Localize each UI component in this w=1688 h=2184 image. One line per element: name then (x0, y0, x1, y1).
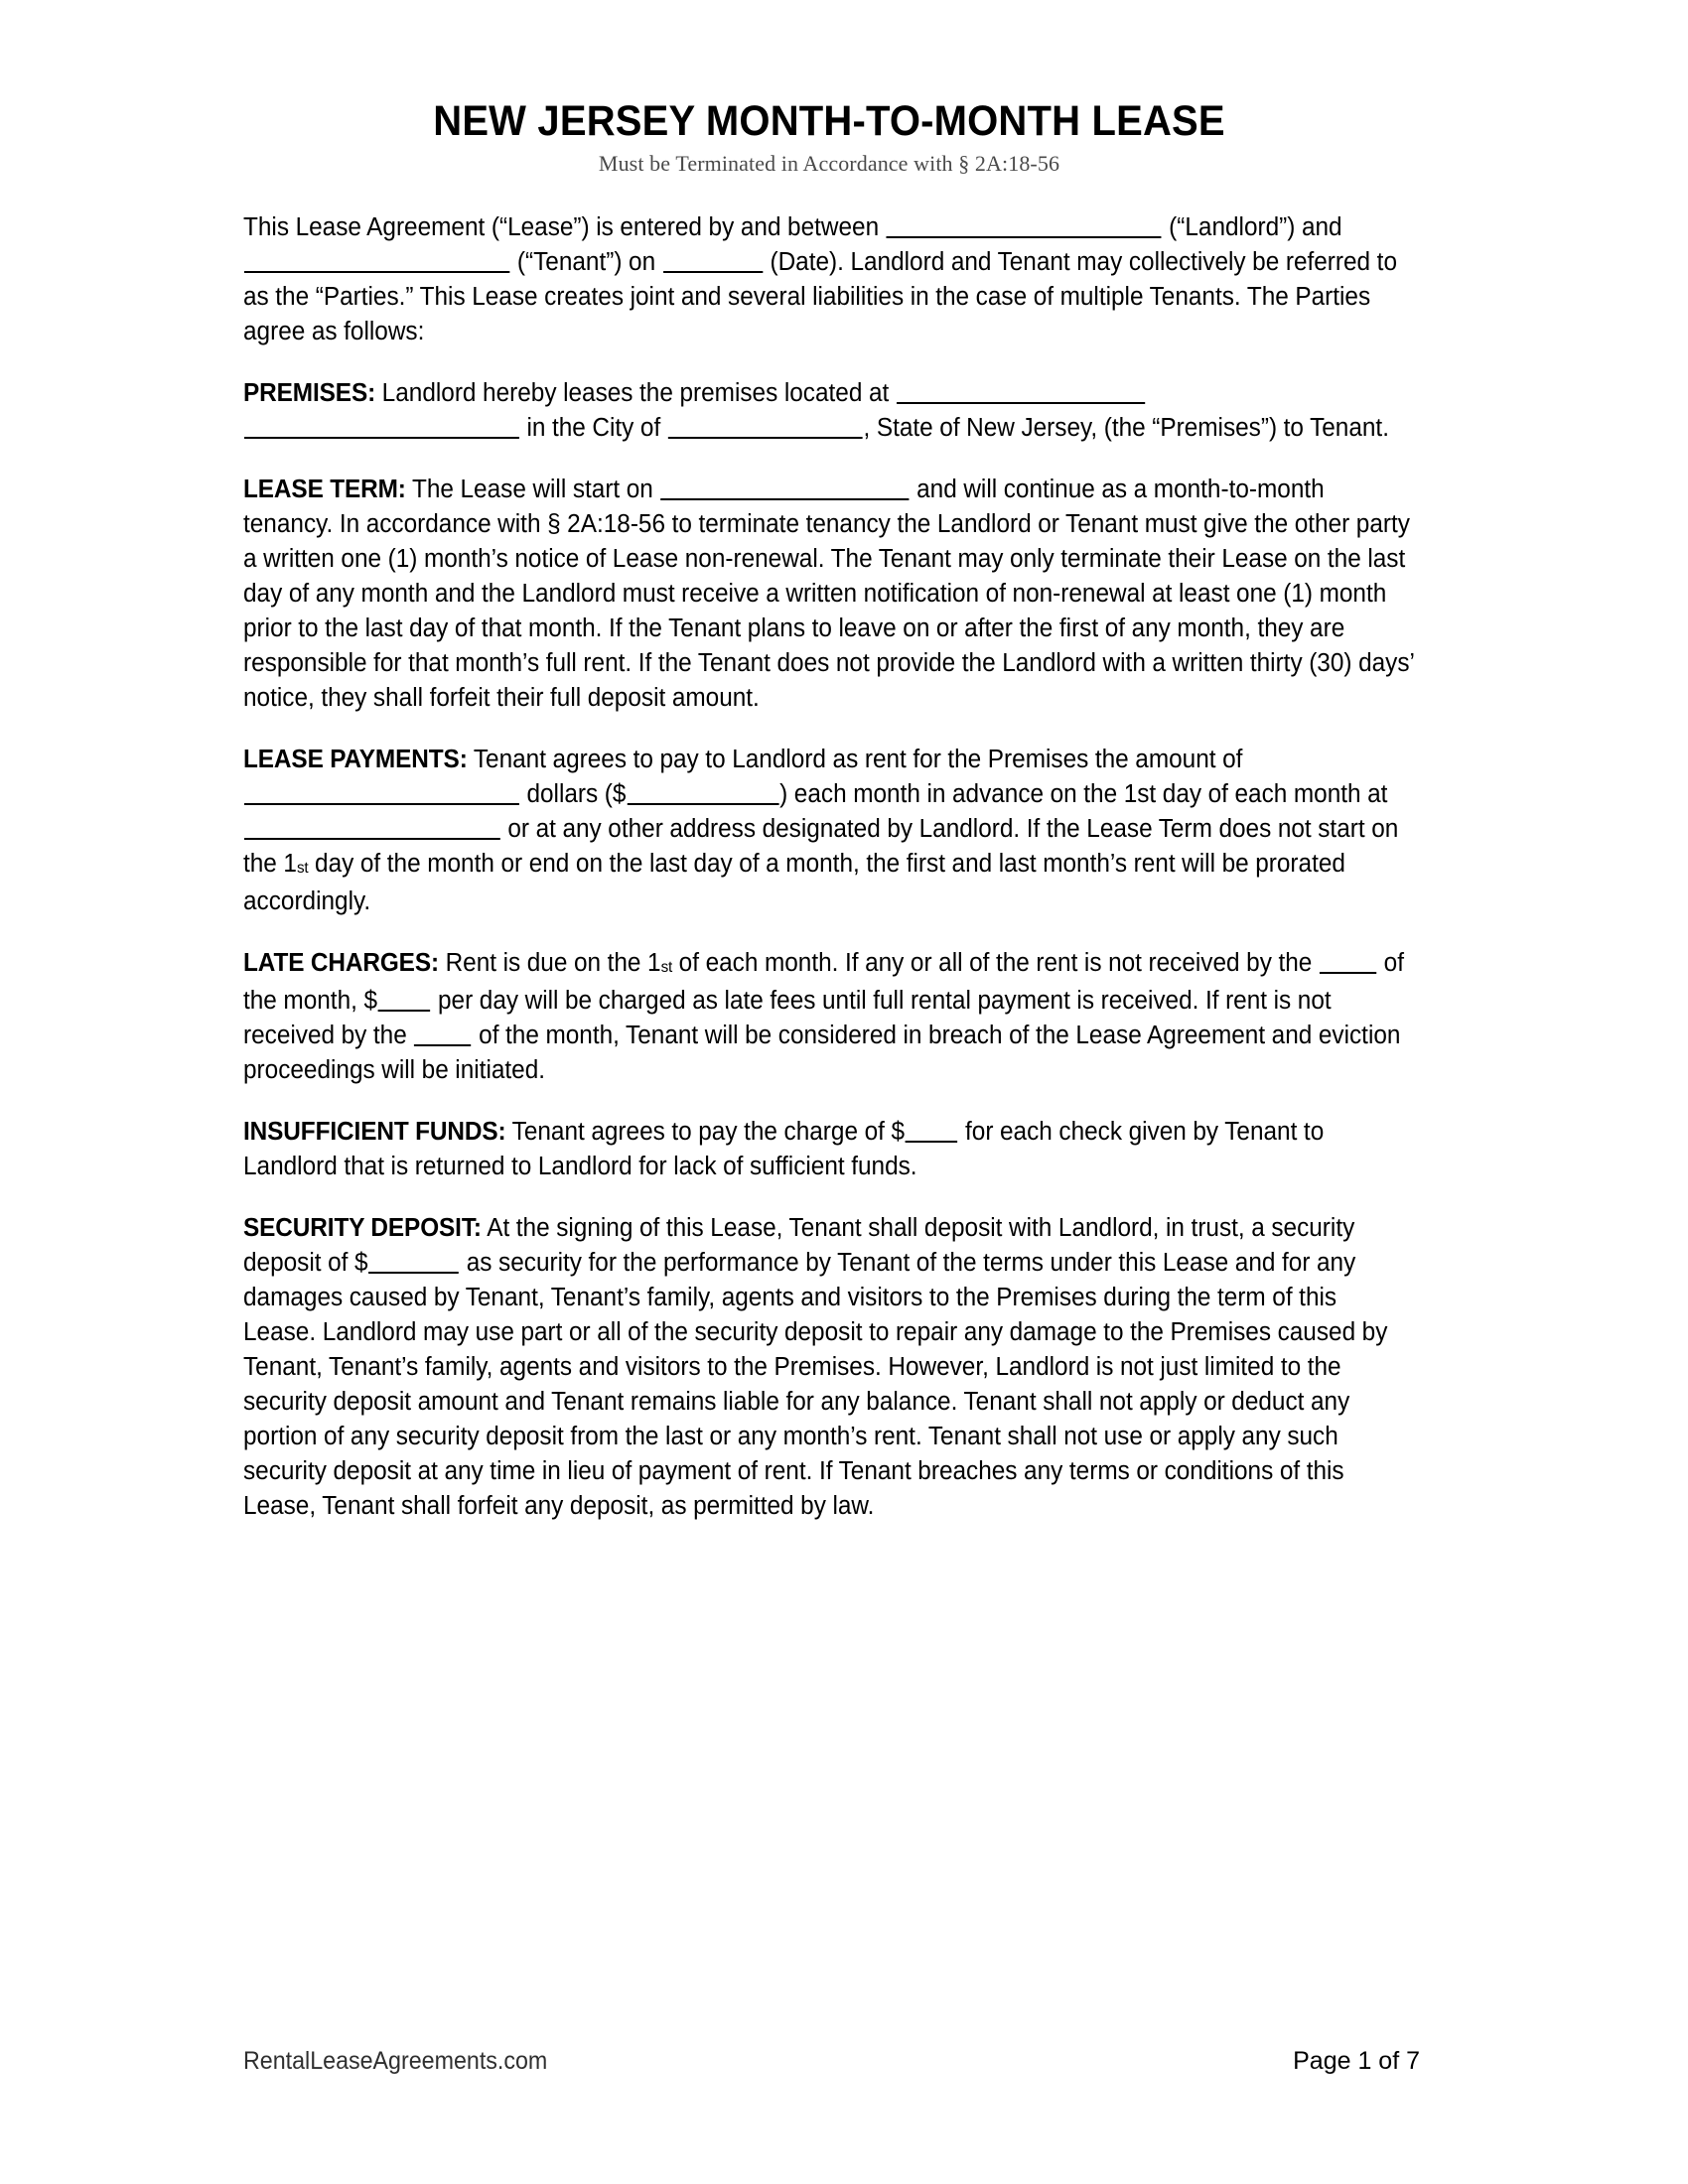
blank-late-day-1[interactable] (1320, 952, 1376, 974)
ordinal-suffix-st: st (296, 860, 309, 878)
paragraph-insufficient-funds (243, 1115, 1415, 1184)
late-charges-text-2: of each month. If any or all of the rent is not received by the (672, 949, 1313, 978)
premises-text-1: Landlord hereby leases the premises located at (381, 379, 890, 408)
lease-payments-text-1: Tenant agrees to pay to Landlord as rent for the Premises the amount of (473, 746, 1243, 774)
blank-late-day-2[interactable] (414, 1024, 471, 1046)
blank-premises-address-2[interactable] (244, 417, 519, 439)
title-block (243, 99, 1415, 177)
lease-payments-text-4: or at any other address designated by Landlord. If the Lease Term does not start on the 1 (243, 815, 1399, 879)
lease-payments-text-5: day of the month or end on the last day of a month, the first and last month’s rent will be prorated accordingly. (243, 850, 1345, 916)
lease-payments-text-2: dollars ($ (526, 780, 627, 809)
late-charges-text-3: of the month, $ (243, 949, 1404, 1016)
ordinal-suffix-st-late: st (660, 959, 673, 977)
heading-premises: PREMISES: (243, 379, 376, 408)
insufficient-funds-text-2: for each check given by Tenant to Landlord that is returned to Landlord for lack of sufficient funds. (243, 1118, 1325, 1181)
heading-lease-term: LEASE TERM: (243, 476, 406, 504)
paragraph-late-charges (243, 946, 1415, 1088)
heading-lease-payments: LEASE PAYMENTS: (243, 746, 468, 774)
heading-security-deposit: SECURITY DEPOSIT: (243, 1214, 482, 1243)
intro-text-1: This Lease Agreement (“Lease”) is entered by and between (243, 213, 880, 242)
blank-premises-city[interactable] (668, 417, 863, 439)
late-charges-text-1: Rent is due on the 1 (445, 949, 661, 978)
late-charges-text-4: per day will be charged as late fees until full rental payment is received. If rent is not received by the (243, 987, 1332, 1050)
paragraph-intro (243, 210, 1415, 349)
paragraph-security-deposit (243, 1211, 1415, 1524)
blank-landlord-name[interactable] (887, 216, 1162, 238)
lease-payments-text-3: ) each month in advance on the 1st day of each month at (779, 780, 1388, 809)
footer-site-name: RentalLeaseAgreements.com (243, 2047, 548, 2075)
intro-text-2: (“Landlord”) and (1169, 213, 1342, 242)
security-deposit-text-1: At the signing of this Lease, Tenant shall deposit with Landlord, in trust, a security deposit of $ (243, 1214, 1355, 1278)
paragraph-premises (243, 376, 1415, 446)
blank-rent-amount-numeric[interactable] (627, 783, 778, 805)
blank-rent-amount-words[interactable] (244, 783, 519, 805)
page-footer (243, 2047, 1420, 2076)
page-title: NEW JERSEY MONTH-TO-MONTH LEASE (433, 97, 1225, 145)
blank-nsf-charge[interactable] (906, 1121, 958, 1143)
lease-term-text-2: and will continue as a month-to-month tenancy. In accordance with § 2A:18-56 to terminate tenancy the Landlord or Tenant must give the other party a written one (1) month’s notice of Lease non-renewal. The Tenant may only terminate their Lease on the last day of any month and the Landlord must receive a written notification of non-renewal at least one (1) month prior to the last day of that month. If the Tenant plans to leave on or after the first of any month, they are responsible for that month’s full rent. If the Tenant does not provide the Landlord with a written thirty (30) days’ notice, they shall forfeit their full deposit amount. (243, 476, 1415, 713)
blank-payment-address[interactable] (244, 818, 500, 840)
intro-text-4: (Date). Landlord and Tenant may collectively be referred to as the “Parties.” This Lease creates joint and several liabilities in the case of multiple Tenants. The Parties agree as follows: (243, 248, 1397, 346)
paragraph-lease-term (243, 473, 1415, 716)
blank-tenant-name[interactable] (244, 251, 509, 273)
blank-date[interactable] (663, 251, 763, 273)
page-subtitle: Must be Terminated in Accordance with § 2A:18-56 (598, 151, 1060, 177)
premises-text-3: , State of New Jersey, (the “Premises”) to Tenant. (863, 414, 1389, 443)
insufficient-funds-text-1: Tenant agrees to pay the charge of $ (511, 1118, 906, 1147)
intro-text-3: (“Tenant”) on (516, 248, 656, 277)
heading-late-charges: LATE CHARGES: (243, 949, 439, 978)
footer-page-number: Page 1 of 7 (1293, 2047, 1420, 2075)
blank-lease-start-date[interactable] (660, 478, 909, 500)
blank-security-deposit-amount[interactable] (368, 1252, 459, 1274)
lease-term-text-1: The Lease will start on (411, 476, 653, 504)
blank-premises-address-1[interactable] (897, 382, 1145, 404)
heading-insufficient-funds: INSUFFICIENT FUNDS: (243, 1118, 506, 1147)
security-deposit-text-2: as security for the performance by Tenant of the terms under this Lease and for any damages caused by Tenant, Tenant’s family, agents and visitors to the Premises during the term of this Lease. Landlord may use part or all of the security deposit to repair any damage to the Premises caused by Tenant, Tenant’s family, agents and visitors to the Premises. However, Landlord is not just limited to the security deposit amount and Tenant remains liable for any balance. Tenant shall not apply or deduct any portion of any security deposit from the last or any month’s rent. Tenant shall not use or apply any such security deposit at any time in lieu of payment of rent. If Tenant breaches any terms or conditions of this Lease, Tenant shall forfeit any deposit, as permitted by law. (243, 1249, 1388, 1521)
blank-late-fee-amount[interactable] (378, 990, 431, 1012)
document-body (243, 99, 1415, 1524)
paragraph-lease-payments (243, 743, 1415, 919)
late-charges-text-5: of the month, Tenant will be considered in breach of the Lease Agreement and eviction proceedings will be initiated. (243, 1022, 1401, 1085)
premises-text-2: in the City of (526, 414, 661, 443)
